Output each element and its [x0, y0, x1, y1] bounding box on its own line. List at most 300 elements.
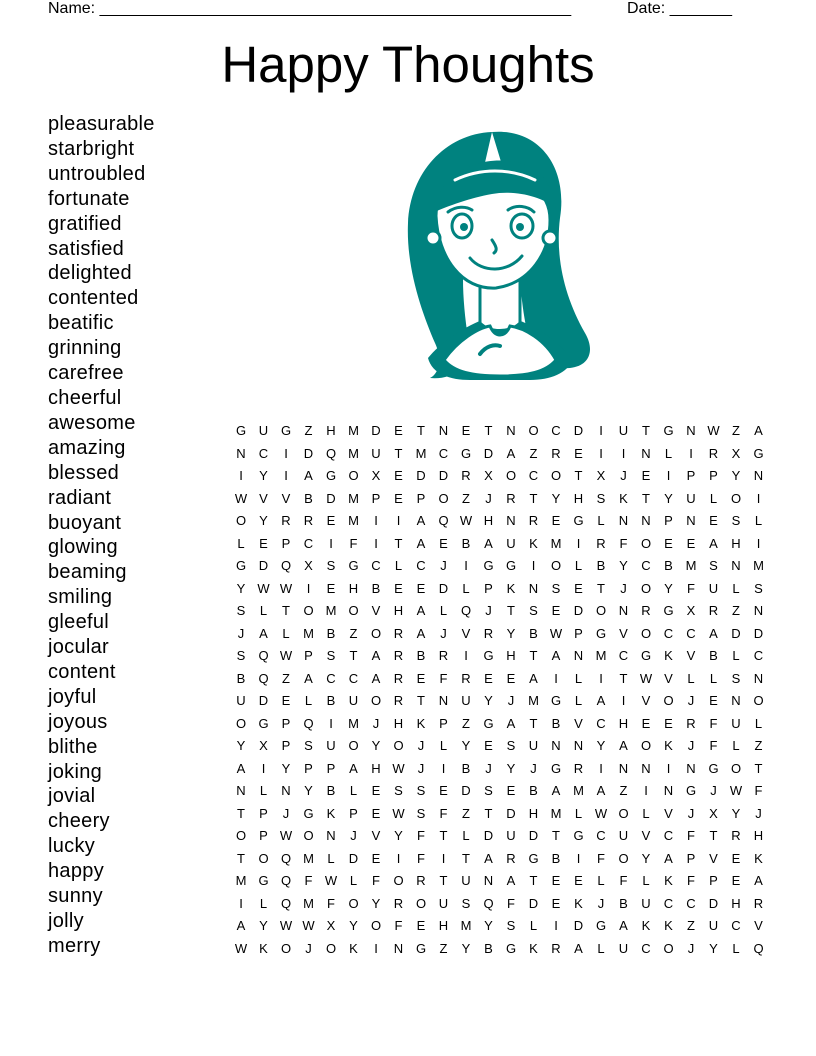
grid-letter[interactable]: O [730, 760, 742, 776]
grid-letter[interactable]: W [302, 918, 316, 933]
grid-letter[interactable]: S [236, 603, 246, 618]
grid-letter[interactable]: I [441, 760, 446, 776]
grid-letter[interactable]: G [280, 423, 292, 438]
grid-letter[interactable]: A [754, 423, 764, 438]
grid-letter[interactable]: E [709, 513, 719, 528]
grid-letter[interactable]: C [416, 558, 427, 573]
grid-letter[interactable]: H [731, 895, 742, 911]
grid-letter[interactable]: R [708, 603, 719, 618]
grid-letter[interactable]: T [237, 850, 246, 866]
grid-letter[interactable]: L [709, 490, 718, 506]
grid-letter[interactable]: A [484, 850, 494, 866]
grid-letter[interactable]: Q [753, 940, 765, 956]
grid-letter[interactable]: O [640, 738, 652, 753]
grid-letter[interactable]: X [484, 468, 494, 483]
grid-letter[interactable]: O [235, 513, 247, 528]
grid-letter[interactable]: C [438, 445, 449, 461]
grid-letter[interactable]: L [259, 603, 268, 618]
grid-letter[interactable]: O [640, 625, 652, 641]
grid-letter[interactable]: E [686, 535, 696, 551]
grid-letter[interactable]: K [664, 873, 674, 888]
grid-letter[interactable]: O [370, 918, 382, 933]
grid-letter[interactable]: L [597, 873, 606, 888]
grid-letter[interactable]: K [664, 648, 674, 663]
grid-letter[interactable]: S [416, 783, 426, 798]
grid-letter[interactable]: G [663, 603, 675, 618]
grid-letter[interactable]: A [349, 760, 359, 776]
grid-letter[interactable]: G [325, 468, 337, 483]
grid-letter[interactable]: T [394, 445, 403, 461]
grid-letter[interactable]: T [552, 828, 561, 843]
grid-letter[interactable]: E [664, 535, 674, 551]
grid-letter[interactable]: F [349, 535, 358, 551]
grid-letter[interactable]: L [574, 670, 583, 686]
grid-letter[interactable]: T [574, 468, 583, 483]
grid-letter[interactable]: U [641, 895, 652, 911]
grid-letter[interactable]: K [641, 918, 651, 933]
grid-letter[interactable]: B [709, 648, 719, 663]
grid-letter[interactable]: E [551, 895, 561, 911]
grid-letter[interactable]: B [236, 670, 246, 686]
grid-letter[interactable]: M [303, 850, 315, 866]
grid-letter[interactable]: I [576, 535, 581, 551]
grid-letter[interactable]: B [371, 580, 381, 596]
grid-letter[interactable]: E [551, 873, 561, 888]
grid-letter[interactable]: O [393, 873, 405, 888]
grid-letter[interactable]: U [371, 445, 382, 461]
grid-letter[interactable]: O [663, 940, 675, 956]
grid-letter[interactable]: S [506, 918, 516, 933]
grid-letter[interactable]: B [551, 850, 561, 866]
grid-letter[interactable]: V [641, 693, 651, 708]
grid-letter[interactable]: W [639, 670, 653, 686]
grid-letter[interactable]: E [641, 468, 651, 483]
grid-letter[interactable]: N [438, 693, 449, 708]
grid-letter[interactable]: U [618, 423, 629, 438]
grid-letter[interactable]: E [371, 850, 381, 866]
grid-letter[interactable]: O [348, 603, 360, 618]
grid-letter[interactable]: R [596, 535, 607, 551]
grid-letter[interactable]: L [574, 693, 583, 708]
grid-letter[interactable]: G [505, 940, 517, 956]
grid-letter[interactable]: O [640, 535, 652, 551]
grid-letter[interactable]: P [664, 513, 674, 528]
grid-letter[interactable]: J [440, 625, 448, 641]
grid-letter[interactable]: P [281, 535, 291, 551]
grid-letter[interactable]: L [574, 558, 583, 573]
grid-letter[interactable]: J [687, 738, 695, 753]
grid-letter[interactable]: R [753, 895, 764, 911]
grid-letter[interactable]: I [306, 580, 311, 596]
grid-letter[interactable]: E [484, 670, 494, 686]
grid-letter[interactable]: Y [461, 738, 471, 753]
grid-letter[interactable]: D [438, 468, 449, 483]
grid-letter[interactable]: E [281, 693, 291, 708]
grid-letter[interactable]: I [599, 760, 604, 776]
grid-letter[interactable]: L [259, 783, 268, 798]
grid-letter[interactable]: C [551, 423, 562, 438]
grid-letter[interactable]: B [529, 783, 539, 798]
grid-letter[interactable]: J [417, 738, 425, 753]
grid-letter[interactable]: M [528, 693, 540, 708]
grid-letter[interactable]: G [483, 558, 495, 573]
grid-letter[interactable]: G [640, 648, 652, 663]
grid-letter[interactable]: A [664, 850, 674, 866]
grid-letter[interactable]: O [393, 738, 405, 753]
grid-letter[interactable]: K [259, 940, 269, 956]
grid-letter[interactable]: V [664, 670, 674, 686]
grid-letter[interactable]: S [529, 603, 539, 618]
grid-letter[interactable]: Y [664, 580, 674, 596]
grid-letter[interactable]: C [596, 828, 607, 843]
grid-letter[interactable]: Q [460, 603, 472, 618]
grid-letter[interactable]: C [641, 940, 652, 956]
grid-letter[interactable]: L [754, 513, 763, 528]
grid-letter[interactable]: J [710, 783, 718, 798]
grid-letter[interactable]: J [687, 805, 695, 821]
grid-letter[interactable]: G [505, 558, 517, 573]
grid-letter[interactable]: N [573, 738, 584, 753]
grid-letter[interactable]: W [392, 760, 406, 776]
grid-letter[interactable]: G [663, 423, 675, 438]
grid-letter[interactable]: A [574, 940, 584, 956]
grid-letter[interactable]: M [753, 558, 765, 573]
grid-letter[interactable]: O [438, 490, 450, 506]
grid-letter[interactable]: F [417, 828, 426, 843]
grid-letter[interactable]: N [753, 468, 764, 483]
grid-letter[interactable]: Y [259, 513, 269, 528]
grid-letter[interactable]: T [642, 423, 651, 438]
grid-letter[interactable]: G [573, 828, 585, 843]
grid-letter[interactable]: I [464, 648, 469, 663]
grid-letter[interactable]: O [595, 603, 607, 618]
grid-letter[interactable]: S [326, 558, 336, 573]
grid-letter[interactable]: E [416, 580, 426, 596]
grid-letter[interactable]: C [753, 648, 764, 663]
grid-letter[interactable]: W [234, 940, 248, 956]
grid-letter[interactable]: L [732, 738, 741, 753]
grid-letter[interactable]: I [396, 513, 401, 528]
grid-letter[interactable]: C [596, 715, 607, 731]
grid-letter[interactable]: Z [349, 625, 358, 641]
grid-letter[interactable]: G [550, 693, 562, 708]
grid-letter[interactable]: Y [236, 738, 246, 753]
grid-letter[interactable]: G [595, 918, 607, 933]
grid-letter[interactable]: F [687, 873, 696, 888]
grid-letter[interactable]: F [619, 873, 628, 888]
grid-letter[interactable]: G [460, 445, 472, 461]
grid-letter[interactable]: G [235, 558, 247, 573]
grid-letter[interactable]: O [618, 805, 630, 821]
grid-letter[interactable]: J [620, 468, 628, 483]
grid-letter[interactable]: Y [731, 805, 741, 821]
grid-letter[interactable]: B [304, 490, 314, 506]
grid-letter[interactable]: K [574, 895, 584, 911]
grid-letter[interactable]: U [618, 828, 629, 843]
grid-letter[interactable]: O [258, 850, 270, 866]
grid-letter[interactable]: E [506, 783, 516, 798]
grid-letter[interactable]: J [687, 940, 695, 956]
grid-letter[interactable]: M [348, 715, 360, 731]
grid-letter[interactable]: P [484, 580, 494, 596]
grid-letter[interactable]: I [689, 445, 694, 461]
grid-letter[interactable]: A [371, 648, 381, 663]
grid-letter[interactable]: G [483, 648, 495, 663]
grid-letter[interactable]: B [551, 715, 561, 731]
grid-letter[interactable]: P [686, 850, 696, 866]
grid-letter[interactable]: P [709, 468, 719, 483]
grid-letter[interactable]: W [459, 513, 473, 528]
grid-letter[interactable]: Y [664, 490, 674, 506]
grid-letter[interactable]: M [595, 648, 607, 663]
grid-letter[interactable]: T [529, 648, 538, 663]
grid-letter[interactable]: Y [484, 693, 494, 708]
grid-letter[interactable]: H [573, 490, 584, 506]
grid-letter[interactable]: G [573, 513, 585, 528]
grid-letter[interactable]: G [415, 940, 427, 956]
grid-letter[interactable]: H [393, 715, 404, 731]
grid-letter[interactable]: R [551, 445, 562, 461]
grid-letter[interactable]: I [239, 468, 244, 483]
grid-letter[interactable]: T [439, 873, 448, 888]
grid-letter[interactable]: B [596, 558, 606, 573]
grid-letter[interactable]: A [506, 715, 516, 731]
grid-letter[interactable]: O [663, 693, 675, 708]
grid-letter[interactable]: X [709, 805, 719, 821]
grid-letter[interactable]: Y [371, 895, 381, 911]
grid-letter[interactable]: W [392, 805, 406, 821]
grid-letter[interactable]: H [506, 648, 517, 663]
grid-letter[interactable]: S [596, 490, 606, 506]
grid-letter[interactable]: U [708, 918, 719, 933]
grid-letter[interactable]: S [394, 783, 404, 798]
grid-letter[interactable]: I [666, 760, 671, 776]
grid-letter[interactable]: I [621, 445, 626, 461]
grid-letter[interactable]: R [303, 513, 314, 528]
grid-letter[interactable]: O [550, 468, 562, 483]
grid-letter[interactable]: U [506, 535, 517, 551]
grid-letter[interactable]: L [732, 648, 741, 663]
grid-letter[interactable]: L [597, 940, 606, 956]
grid-letter[interactable]: K [664, 918, 674, 933]
grid-letter[interactable]: H [348, 580, 359, 596]
grid-letter[interactable]: Z [619, 783, 628, 798]
grid-letter[interactable]: A [596, 693, 606, 708]
grid-letter[interactable]: J [597, 895, 605, 911]
grid-letter[interactable]: I [329, 715, 334, 731]
grid-letter[interactable]: S [304, 738, 314, 753]
grid-letter[interactable]: U [686, 490, 697, 506]
grid-letter[interactable]: D [461, 783, 472, 798]
grid-letter[interactable]: F [754, 783, 763, 798]
grid-letter[interactable]: M [348, 490, 360, 506]
grid-letter[interactable]: Y [394, 828, 404, 843]
grid-letter[interactable]: U [731, 715, 742, 731]
grid-letter[interactable]: M [348, 513, 360, 528]
grid-letter[interactable]: L [732, 940, 741, 956]
grid-letter[interactable]: N [686, 513, 697, 528]
grid-letter[interactable]: Y [349, 918, 359, 933]
grid-letter[interactable]: Z [732, 423, 741, 438]
grid-letter[interactable]: D [483, 445, 494, 461]
grid-letter[interactable]: L [574, 805, 583, 821]
grid-letter[interactable]: E [574, 580, 584, 596]
grid-letter[interactable]: L [237, 535, 246, 551]
grid-letter[interactable]: C [528, 468, 539, 483]
grid-letter[interactable]: A [529, 670, 539, 686]
grid-letter[interactable]: H [528, 805, 539, 821]
grid-letter[interactable]: Z [282, 670, 291, 686]
grid-letter[interactable]: K [349, 940, 359, 956]
grid-letter[interactable]: G [753, 445, 765, 461]
grid-letter[interactable]: V [371, 603, 381, 618]
grid-letter[interactable]: D [528, 828, 539, 843]
grid-letter[interactable]: R [731, 828, 742, 843]
grid-letter[interactable]: T [349, 648, 358, 663]
grid-letter[interactable]: K [416, 715, 426, 731]
grid-letter[interactable]: D [483, 828, 494, 843]
grid-letter[interactable]: T [484, 423, 493, 438]
grid-letter[interactable]: A [236, 918, 246, 933]
grid-letter[interactable]: E [416, 918, 426, 933]
grid-letter[interactable]: I [554, 918, 559, 933]
grid-letter[interactable]: C [303, 535, 314, 551]
grid-letter[interactable]: L [709, 670, 718, 686]
grid-letter[interactable]: G [235, 423, 247, 438]
grid-letter[interactable]: O [280, 940, 292, 956]
grid-letter[interactable]: S [416, 805, 426, 821]
grid-letter[interactable]: T [417, 693, 426, 708]
grid-letter[interactable]: N [641, 513, 652, 528]
grid-letter[interactable]: J [485, 603, 493, 618]
grid-letter[interactable]: W [594, 805, 608, 821]
grid-letter[interactable]: N [573, 648, 584, 663]
grid-letter[interactable]: J [755, 805, 763, 821]
grid-letter[interactable]: F [327, 895, 336, 911]
grid-letter[interactable]: U [326, 738, 337, 753]
grid-letter[interactable]: A [484, 535, 494, 551]
grid-letter[interactable]: S [484, 783, 494, 798]
grid-letter[interactable]: L [687, 670, 696, 686]
grid-letter[interactable]: E [439, 535, 449, 551]
grid-letter[interactable]: O [348, 738, 360, 753]
grid-letter[interactable]: P [281, 715, 291, 731]
grid-letter[interactable]: W [279, 580, 293, 596]
grid-letter[interactable]: G [550, 760, 562, 776]
grid-letter[interactable]: Q [258, 670, 270, 686]
grid-letter[interactable]: R [393, 693, 404, 708]
grid-letter[interactable]: E [371, 783, 381, 798]
grid-letter[interactable]: B [484, 940, 494, 956]
grid-letter[interactable]: O [415, 895, 427, 911]
grid-letter[interactable]: Q [280, 850, 292, 866]
grid-letter[interactable]: S [754, 580, 764, 596]
grid-letter[interactable]: F [439, 670, 448, 686]
grid-letter[interactable]: J [305, 940, 313, 956]
grid-letter[interactable]: A [619, 918, 629, 933]
grid-letter[interactable]: N [731, 693, 742, 708]
grid-letter[interactable]: E [731, 873, 741, 888]
grid-letter[interactable]: X [326, 918, 336, 933]
grid-letter[interactable]: O [348, 895, 360, 911]
grid-letter[interactable]: I [374, 535, 379, 551]
grid-letter[interactable]: T [529, 873, 538, 888]
grid-letter[interactable]: V [709, 850, 719, 866]
grid-letter[interactable]: P [574, 625, 584, 641]
grid-letter[interactable]: P [259, 828, 269, 843]
grid-letter[interactable]: R [641, 603, 652, 618]
grid-letter[interactable]: D [731, 625, 742, 641]
grid-letter[interactable]: Y [641, 850, 651, 866]
grid-letter[interactable]: H [731, 535, 742, 551]
grid-letter[interactable]: I [531, 558, 536, 573]
grid-letter[interactable]: O [303, 603, 315, 618]
grid-letter[interactable]: D [573, 918, 584, 933]
grid-letter[interactable]: N [438, 423, 449, 438]
grid-letter[interactable]: I [554, 670, 559, 686]
grid-letter[interactable]: E [574, 445, 584, 461]
grid-letter[interactable]: Q [303, 715, 315, 731]
grid-letter[interactable]: A [416, 535, 426, 551]
grid-letter[interactable]: Z [304, 423, 313, 438]
grid-letter[interactable]: A [551, 783, 561, 798]
grid-letter[interactable]: I [576, 850, 581, 866]
grid-letter[interactable]: N [686, 423, 697, 438]
grid-letter[interactable]: E [551, 603, 561, 618]
grid-letter[interactable]: O [235, 715, 247, 731]
grid-letter[interactable]: Z [754, 738, 763, 753]
grid-letter[interactable]: M [415, 445, 427, 461]
grid-letter[interactable]: R [708, 445, 719, 461]
grid-letter[interactable]: L [597, 513, 606, 528]
grid-letter[interactable]: L [282, 625, 291, 641]
grid-letter[interactable]: C [371, 558, 382, 573]
grid-letter[interactable]: I [441, 850, 446, 866]
grid-letter[interactable]: W [234, 490, 248, 506]
grid-letter[interactable]: N [753, 603, 764, 618]
grid-letter[interactable]: X [731, 445, 741, 461]
grid-letter[interactable]: C [641, 558, 652, 573]
grid-letter[interactable]: L [327, 850, 336, 866]
grid-letter[interactable]: T [597, 580, 606, 596]
grid-letter[interactable]: N [753, 670, 764, 686]
grid-letter[interactable]: E [506, 670, 516, 686]
grid-letter[interactable]: K [506, 580, 516, 596]
grid-letter[interactable]: R [528, 513, 539, 528]
grid-letter[interactable]: I [261, 760, 266, 776]
grid-letter[interactable]: E [394, 423, 404, 438]
grid-letter[interactable]: N [663, 783, 674, 798]
grid-letter[interactable]: E [664, 715, 674, 731]
grid-letter[interactable]: X [596, 468, 606, 483]
grid-letter[interactable]: G [708, 760, 720, 776]
grid-letter[interactable]: E [484, 738, 494, 753]
grid-letter[interactable]: R [393, 625, 404, 641]
grid-letter[interactable]: J [237, 625, 245, 641]
grid-letter[interactable]: E [551, 513, 561, 528]
grid-letter[interactable]: X [686, 603, 696, 618]
grid-letter[interactable]: M [550, 535, 562, 551]
grid-letter[interactable]: I [756, 535, 761, 551]
grid-letter[interactable]: A [371, 670, 381, 686]
grid-letter[interactable]: A [596, 783, 606, 798]
grid-letter[interactable]: M [235, 873, 247, 888]
grid-letter[interactable]: U [618, 940, 629, 956]
grid-letter[interactable]: I [374, 513, 379, 528]
grid-letter[interactable]: O [550, 558, 562, 573]
grid-letter[interactable]: G [258, 873, 270, 888]
grid-letter[interactable]: I [464, 558, 469, 573]
